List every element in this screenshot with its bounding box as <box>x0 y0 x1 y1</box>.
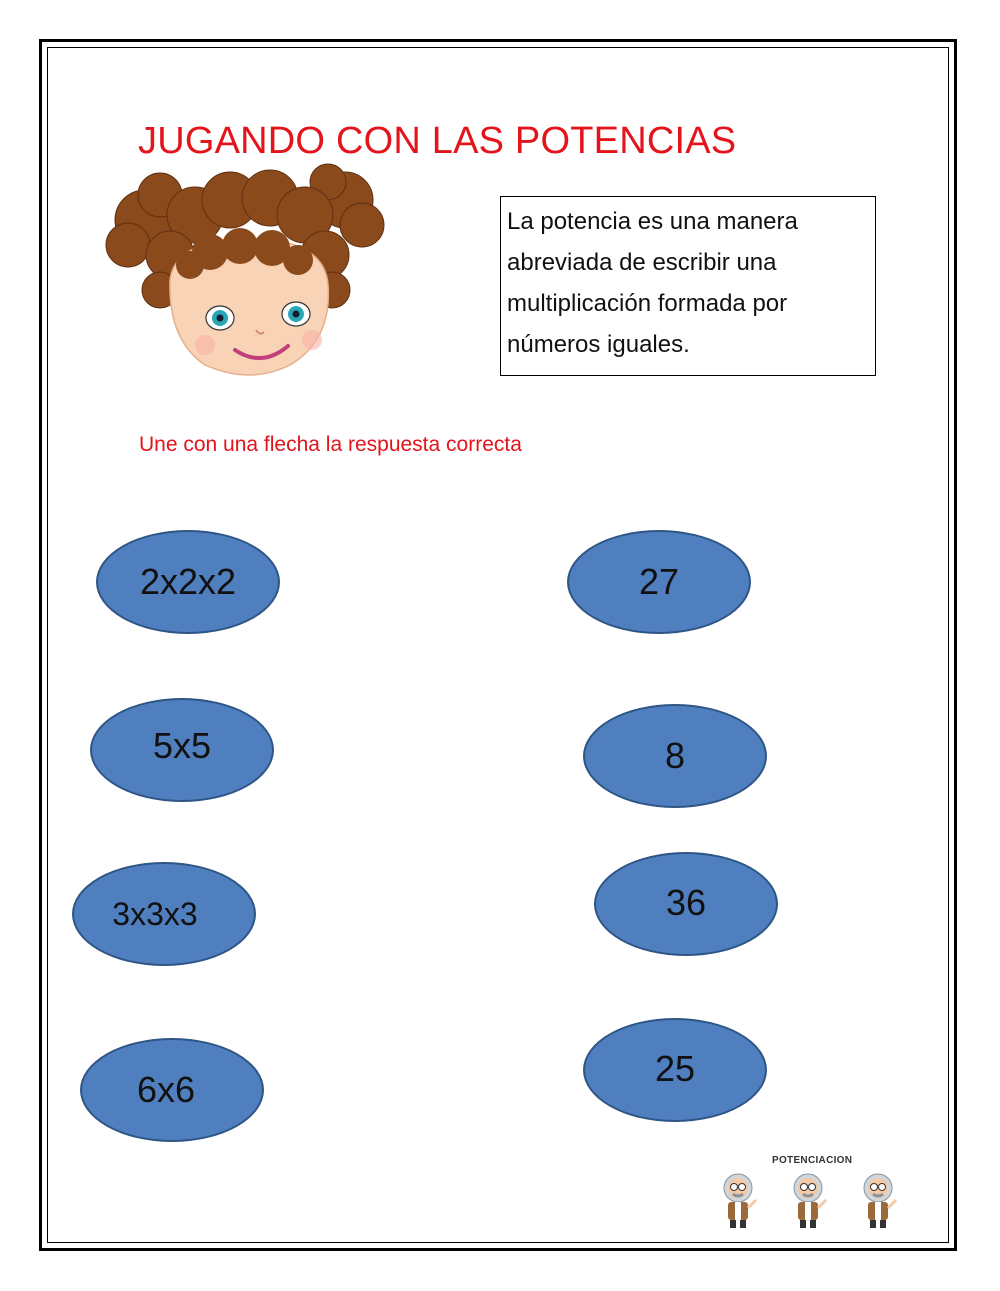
definition-box: La potencia es una manera abreviada de escribir una multiplicación formada por números iguales. <box>500 196 876 376</box>
left-oval-label: 5x5 <box>152 725 212 766</box>
right-oval-1[interactable] <box>567 530 751 634</box>
left-oval-label: 3x3x3 <box>112 895 198 932</box>
right-oval-label: 27 <box>638 561 680 602</box>
right-oval-label: 8 <box>664 735 686 776</box>
left-oval-label: 2x2x2 <box>139 561 237 602</box>
right-oval-label: 25 <box>654 1048 696 1089</box>
page-title: JUGANDO CON LAS POTENCIAS <box>138 120 737 162</box>
girl-face-illustration <box>100 160 390 390</box>
left-oval-4[interactable] <box>80 1038 264 1142</box>
left-oval-label: 6x6 <box>136 1069 196 1110</box>
instruction-text: Une con una flecha la respuesta correcta <box>139 433 522 456</box>
right-oval-4[interactable] <box>583 1018 767 1122</box>
left-oval-1[interactable] <box>96 530 280 634</box>
right-oval-3[interactable] <box>594 852 778 956</box>
scientist-icons <box>708 1152 918 1234</box>
right-oval-label: 36 <box>665 882 707 923</box>
left-oval-3[interactable] <box>72 862 256 966</box>
footer-caption: POTENCIACION <box>772 1155 853 1166</box>
right-oval-2[interactable] <box>583 704 767 808</box>
left-oval-2[interactable] <box>90 698 274 802</box>
